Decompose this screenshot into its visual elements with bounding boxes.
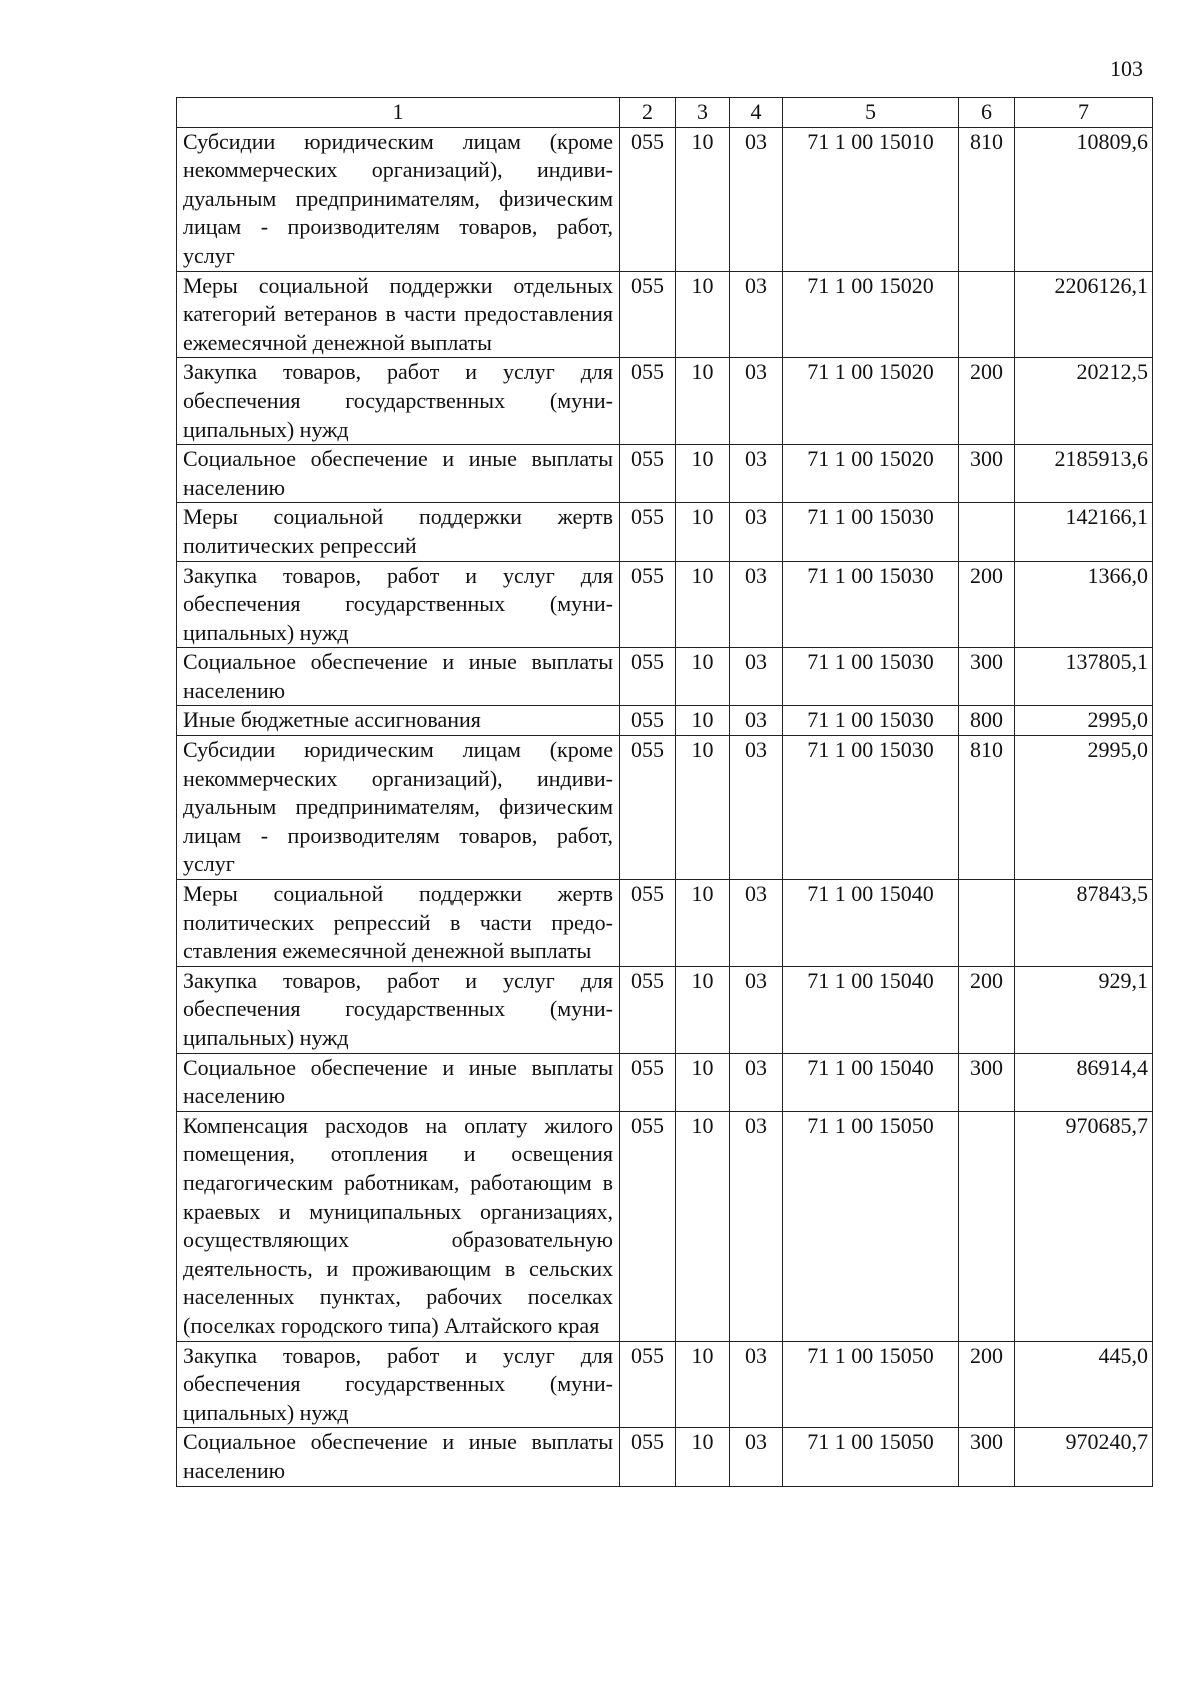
subsection-code-cell: 03 (730, 1111, 783, 1341)
amount-cell: 20212,5 (1015, 358, 1153, 445)
target-article-cell: 71 1 00 15030 (783, 503, 959, 561)
expense-type-cell: 300 (959, 1428, 1015, 1486)
section-code-cell: 10 (676, 1111, 730, 1341)
target-article-cell: 71 1 00 15050 (783, 1111, 959, 1341)
section-code-cell: 10 (676, 445, 730, 503)
expense-type-cell: 200 (959, 1341, 1015, 1428)
target-article-cell: 71 1 00 15030 (783, 648, 959, 706)
table-row (177, 503, 1153, 561)
amount-cell: 2995,0 (1015, 706, 1153, 736)
target-article-cell: 71 1 00 15010 (783, 127, 959, 271)
expense-type-cell: 200 (959, 358, 1015, 445)
ministry-code-cell: 055 (620, 706, 676, 736)
ministry-code-cell: 055 (620, 880, 676, 967)
subsection-code-cell: 03 (730, 1341, 783, 1428)
table-row (177, 127, 1153, 271)
expense-name-cell: Социальное обеспечение и иные выплаты населению (177, 445, 620, 503)
amount-cell: 87843,5 (1015, 880, 1153, 967)
section-code-cell: 10 (676, 127, 730, 271)
ministry-code-cell: 055 (620, 358, 676, 445)
table-row (177, 648, 1153, 706)
section-code-cell: 10 (676, 358, 730, 445)
subsection-code-cell: 03 (730, 880, 783, 967)
amount-cell: 137805,1 (1015, 648, 1153, 706)
target-article-cell: 71 1 00 15030 (783, 561, 959, 648)
ministry-code-cell: 055 (620, 966, 676, 1053)
expense-type-cell (959, 880, 1015, 967)
expense-name-cell: Субсидии юридическим лицам (кроме некоммерческих организаций), индивидуальным предпринимателям, физическим лицам - производителям товаров, работ, услуг (177, 127, 620, 271)
subsection-code-cell: 03 (730, 503, 783, 561)
subsection-code-cell: 03 (730, 648, 783, 706)
subsection-code-cell: 03 (730, 1428, 783, 1486)
column-header: 2 (620, 98, 676, 128)
ministry-code-cell: 055 (620, 1111, 676, 1341)
column-header: 1 (177, 98, 620, 128)
expense-name-cell: Социальное обеспечение и иные выплаты населению (177, 1428, 620, 1486)
target-article-cell: 71 1 00 15020 (783, 271, 959, 358)
expense-type-cell: 200 (959, 561, 1015, 648)
ministry-code-cell: 055 (620, 648, 676, 706)
expense-name-cell: Закупка товаров, работ и услуг для обеспечения государственных (муниципальных) нужд (177, 561, 620, 648)
ministry-code-cell: 055 (620, 127, 676, 271)
ministry-code-cell: 055 (620, 561, 676, 648)
table-row (177, 1111, 1153, 1341)
target-article-cell: 71 1 00 15040 (783, 966, 959, 1053)
ministry-code-cell: 055 (620, 736, 676, 880)
expense-name-cell: Меры социальной поддержки жертв политических репрессий (177, 503, 620, 561)
amount-cell: 970240,7 (1015, 1428, 1153, 1486)
table-row (177, 1053, 1153, 1111)
subsection-code-cell: 03 (730, 358, 783, 445)
column-header: 7 (1015, 98, 1153, 128)
ministry-code-cell: 055 (620, 1341, 676, 1428)
section-code-cell: 10 (676, 271, 730, 358)
table-row (177, 1428, 1153, 1486)
target-article-cell: 71 1 00 15030 (783, 736, 959, 880)
amount-cell: 970685,7 (1015, 1111, 1153, 1341)
ministry-code-cell: 055 (620, 1428, 676, 1486)
table-header-row (177, 98, 1153, 128)
amount-cell: 2995,0 (1015, 736, 1153, 880)
expense-type-cell: 300 (959, 1053, 1015, 1111)
amount-cell: 929,1 (1015, 966, 1153, 1053)
expense-name-cell: Социальное обеспечение и иные выплаты населению (177, 648, 620, 706)
amount-cell: 2206126,1 (1015, 271, 1153, 358)
amount-cell: 445,0 (1015, 1341, 1153, 1428)
expense-name-cell: Закупка товаров, работ и услуг для обеспечения государственных (муниципальных) нужд (177, 966, 620, 1053)
table-row (177, 880, 1153, 967)
table-row (177, 736, 1153, 880)
budget-table (176, 97, 1153, 1487)
target-article-cell: 71 1 00 15020 (783, 445, 959, 503)
target-article-cell: 71 1 00 15040 (783, 1053, 959, 1111)
table-row (177, 271, 1153, 358)
section-code-cell: 10 (676, 966, 730, 1053)
target-article-cell: 71 1 00 15020 (783, 358, 959, 445)
section-code-cell: 10 (676, 648, 730, 706)
subsection-code-cell: 03 (730, 561, 783, 648)
ministry-code-cell: 055 (620, 503, 676, 561)
table-row (177, 706, 1153, 736)
expense-type-cell: 200 (959, 966, 1015, 1053)
subsection-code-cell: 03 (730, 736, 783, 880)
ministry-code-cell: 055 (620, 271, 676, 358)
expense-type-cell: 300 (959, 445, 1015, 503)
expense-name-cell: Субсидии юридическим лицам (кроме некоммерческих организаций), индивидуальным предпринимателям, физическим лицам - производителям товаров, работ, услуг (177, 736, 620, 880)
expense-name-cell: Социальное обеспечение и иные выплаты населению (177, 1053, 620, 1111)
subsection-code-cell: 03 (730, 966, 783, 1053)
target-article-cell: 71 1 00 15040 (783, 880, 959, 967)
expense-type-cell: 300 (959, 648, 1015, 706)
subsection-code-cell: 03 (730, 706, 783, 736)
expense-name-cell: Меры социальной поддержки жертв политических репрессий в части предоставления ежемесячной денежной выплаты (177, 880, 620, 967)
section-code-cell: 10 (676, 1428, 730, 1486)
table-row (177, 561, 1153, 648)
amount-cell: 2185913,6 (1015, 445, 1153, 503)
expense-type-cell (959, 1111, 1015, 1341)
target-article-cell: 71 1 00 15050 (783, 1341, 959, 1428)
section-code-cell: 10 (676, 736, 730, 880)
section-code-cell: 10 (676, 706, 730, 736)
section-code-cell: 10 (676, 880, 730, 967)
expense-type-cell: 810 (959, 127, 1015, 271)
section-code-cell: 10 (676, 1053, 730, 1111)
column-header: 6 (959, 98, 1015, 128)
expense-type-cell: 810 (959, 736, 1015, 880)
table-row (177, 966, 1153, 1053)
amount-cell: 142166,1 (1015, 503, 1153, 561)
subsection-code-cell: 03 (730, 271, 783, 358)
expense-type-cell: 800 (959, 706, 1015, 736)
expense-name-cell: Компенсация расходов на оплату жилого помещения, отопления и освещения педагогическим работникам, работающим в краевых и муниципальных организациях, осуществляющих образовательную деятельность, и проживающим в сельских населенных пунктах, рабочих поселках (поселках городского типа) Алтайского края (177, 1111, 620, 1341)
subsection-code-cell: 03 (730, 127, 783, 271)
expense-name-cell: Иные бюджетные ассигнования (177, 706, 620, 736)
subsection-code-cell: 03 (730, 1053, 783, 1111)
table-row (177, 358, 1153, 445)
target-article-cell: 71 1 00 15030 (783, 706, 959, 736)
expense-type-cell (959, 271, 1015, 358)
table-row (177, 1341, 1153, 1428)
expense-name-cell: Закупка товаров, работ и услуг для обеспечения государственных (муниципальных) нужд (177, 1341, 620, 1428)
amount-cell: 86914,4 (1015, 1053, 1153, 1111)
column-header: 3 (676, 98, 730, 128)
table-row (177, 445, 1153, 503)
amount-cell: 10809,6 (1015, 127, 1153, 271)
expense-name-cell: Меры социальной поддержки отдельных категорий ветеранов в части предоставления ежемесячной денежной выплаты (177, 271, 620, 358)
target-article-cell: 71 1 00 15050 (783, 1428, 959, 1486)
amount-cell: 1366,0 (1015, 561, 1153, 648)
section-code-cell: 10 (676, 503, 730, 561)
expense-type-cell (959, 503, 1015, 561)
column-header: 4 (730, 98, 783, 128)
section-code-cell: 10 (676, 561, 730, 648)
ministry-code-cell: 055 (620, 445, 676, 503)
page-number: 103 (1110, 56, 1143, 81)
ministry-code-cell: 055 (620, 1053, 676, 1111)
expense-name-cell: Закупка товаров, работ и услуг для обеспечения государственных (муниципальных) нужд (177, 358, 620, 445)
section-code-cell: 10 (676, 1341, 730, 1428)
column-header: 5 (783, 98, 959, 128)
subsection-code-cell: 03 (730, 445, 783, 503)
